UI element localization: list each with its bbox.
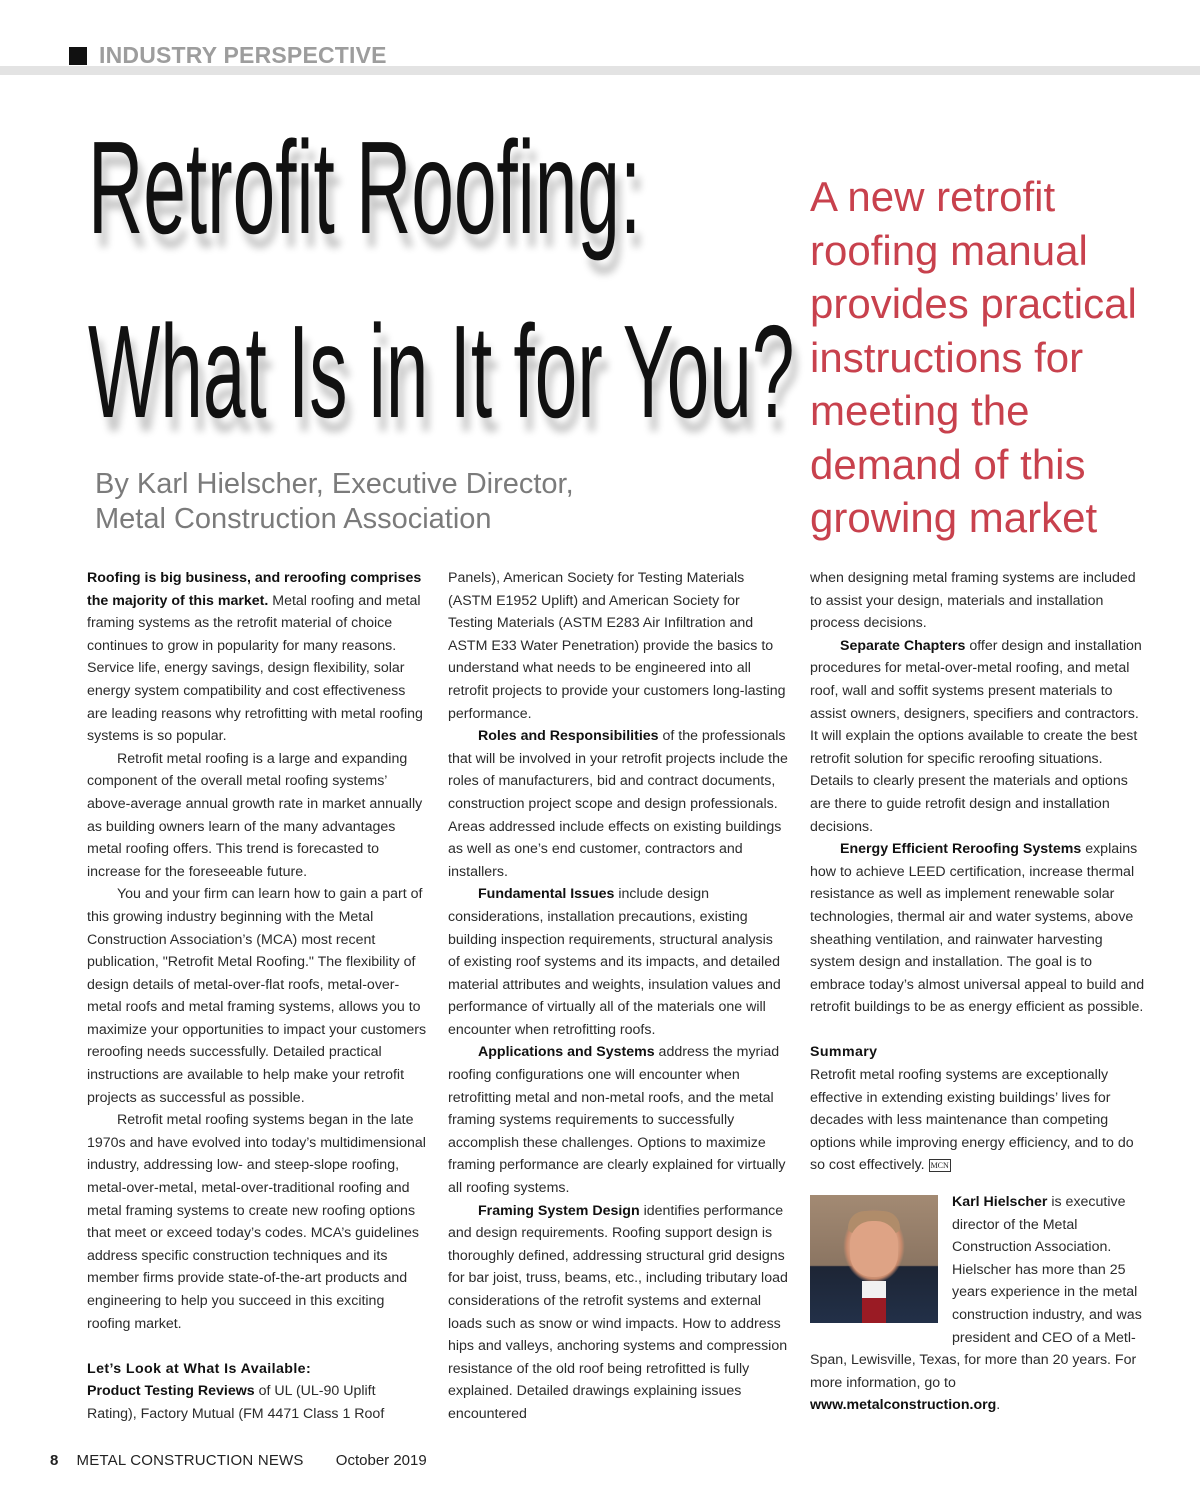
body-column-1 bbox=[87, 567, 427, 1426]
summary-heading: Summary bbox=[810, 1044, 878, 1061]
deck-line: provides practical bbox=[810, 280, 1137, 327]
paragraph-text: Metal roofing and metal framing systems as the retrofit material of choice continues to grow in popularity for many reasons. Service life, energy savings, design flexibility, solar energy system compatibility and cost effectiveness are leading reasons why retrofitting with metal roofing systems is so popular. bbox=[87, 592, 423, 745]
paragraph bbox=[448, 883, 788, 1041]
paragraph-text: of UL (UL-90 Uplift Rating), Factory Mutual (FM 4471 Class 1 Roof bbox=[87, 1383, 385, 1422]
issue-date: October 2019 bbox=[335, 1452, 427, 1469]
paragraph-text: offer design and installation procedures for metal-over-metal roofing, and metal roof, wall and soffit systems present materials to assist owners, designers, specifiers and contractors. It will explain the options available to create the best retrofit solution for specific reroofing situations. Details to clearly present the materials and options are there to guide retrofit design and installation decisions. bbox=[810, 637, 1142, 835]
page-number: 8 bbox=[50, 1452, 59, 1469]
section-square-icon bbox=[69, 47, 87, 65]
publication-name: METAL CONSTRUCTION NEWS bbox=[76, 1452, 304, 1469]
paragraph-text: . bbox=[996, 1397, 1001, 1414]
lead-in-bold: Roofing is big business, and reroofing comprises the majority of this market. bbox=[87, 570, 422, 609]
deck-line: meeting the bbox=[810, 387, 1030, 434]
topic-bold: Framing System Design bbox=[478, 1202, 640, 1219]
page-footer bbox=[50, 1452, 427, 1469]
paragraph-text: is executive director of the Metal Construction Association. Hielscher has more than 25 years experience in the metal construction industry, and was president and CEO of a Metl-Span, Lewisville, Texas, for more than 20 years. For more information, go to bbox=[810, 1194, 1142, 1391]
paragraph-text: address the myriad roofing configurations one will encounter when retrofitting metal and non-metal roofs, and the metal framing systems requirements to successfully accomplish these challenges. Options to maximize framing performance are clearly explained for virtually all roofing systems. bbox=[448, 1044, 786, 1197]
paragraph bbox=[448, 725, 788, 883]
topic-bold: Applications and Systems bbox=[478, 1044, 655, 1061]
byline-line-1: By Karl Hielscher, Executive Director, bbox=[95, 468, 574, 500]
paragraph-text: identifies performance and design requirements. Roofing support design is thoroughly defined, addressing structural grid designs for bar joist, truss, beams, etc., including tributary load considerations of the retrofit systems and external loads such as snow or wind impacts. How to address hips and valleys, anchoring systems and compression resistance of the old roof being retrofitted is fully explained. Detailed drawings explaining issues encountered bbox=[448, 1202, 788, 1422]
headline-line-2: What Is in It for You? bbox=[88, 298, 795, 445]
topic-bold: Fundamental Issues bbox=[478, 886, 615, 903]
paragraph bbox=[448, 1041, 788, 1199]
paragraph: You and your firm can learn how to gain a part of this growing industry beginning with the Metal Construction Association’s (MCA) most recent publication, "Retrofit Metal Roofing." The flexibility of design details of metal-over-flat roofs, metal-over-metal roofs and metal framing systems, allows you to maximize your opportunities to impact your customers reroofing needs successfully. Detailed practical instructions are available to help make your retrofit projects as successful as possible. bbox=[87, 886, 427, 1106]
author-name: Karl Hielscher bbox=[952, 1194, 1048, 1211]
byline bbox=[95, 467, 574, 537]
deck-line: instructions for bbox=[810, 333, 1084, 381]
paragraph bbox=[87, 567, 427, 748]
website-link[interactable]: www.metalconstruction.org bbox=[810, 1397, 997, 1414]
paragraph: when designing metal framing systems are included to assist your design, materials and installation process decisions. bbox=[810, 570, 1136, 632]
headline-line-1: Retrofit Roofing: bbox=[88, 114, 642, 261]
topic-bold: Product Testing Reviews bbox=[87, 1383, 255, 1400]
byline-line-2: Metal Construction Association bbox=[95, 503, 492, 535]
paragraph bbox=[810, 838, 1145, 1019]
paragraph: Retrofit metal roofing systems began in the late 1970s and have evolved into today’s multidimensional industry, addressing low- and steep-slope roofing, metal-over-metal, metal-over-traditional roofing and metal framing systems to create new roofing options that meet or exceed today’s codes. MCA’s guidelines address specific construction techniques and its member firms provide state-of-the-art products and engineering to help you succeed in this exciting roofing market. bbox=[87, 1112, 426, 1332]
topic-bold: Roles and Responsibilities bbox=[478, 728, 659, 745]
paragraph-text: of the professionals that will be involved in your retrofit projects include the roles of manufacturers, bid and contract documents, construction project scope and design professionals. Areas addressed include effects on existing buildings as well as one’s end customer, contractors and installers. bbox=[448, 728, 788, 880]
body-column-3 bbox=[810, 567, 1145, 1417]
deck-subtitle bbox=[810, 170, 1180, 545]
paragraph-text: include design considerations, installation precautions, existing building inspection requirements, structural analysis of existing roof systems and its impacts, and detailed material attributes and weights, insulation values and performance of virtually all of the materials one will encounter when retrofitting roofs. bbox=[448, 886, 781, 1038]
paragraph bbox=[448, 1200, 788, 1426]
deck-line: growing market bbox=[810, 494, 1098, 541]
subhead: Let’s Look at What Is Available: bbox=[87, 1360, 312, 1377]
deck-line: demand of this bbox=[810, 440, 1086, 488]
body-column-2 bbox=[448, 567, 788, 1426]
topic-bold: Separate Chapters bbox=[840, 637, 966, 654]
paragraph-text: explains how to achieve LEED certification, increase thermal resistance as well as implement renewable solar technologies, thermal air and water systems, above sheathing ventilation, and rainwater harvesting system design and installation. The goal is to embrace today’s almost universal appeal to build and retrofit buildings to be as energy efficient as possible. bbox=[810, 841, 1145, 1016]
end-mark-icon: MCN bbox=[930, 1161, 949, 1171]
deck-line: A new retrofit bbox=[810, 173, 1056, 220]
summary-paragraph bbox=[810, 1064, 1145, 1177]
paragraph-text: Retrofit metal roofing systems are exceptionally effective in extending existing buildings’ lives for decades with less maintenance than competing options while improving energy efficiency, and to do so cost effectively. bbox=[810, 1067, 1134, 1174]
paragraph bbox=[810, 635, 1145, 838]
section-label: INDUSTRY PERSPECTIVE bbox=[99, 42, 387, 68]
author-photo bbox=[810, 1195, 938, 1323]
deck-line: roofing manual bbox=[810, 226, 1088, 274]
paragraph: Retrofit metal roofing is a large and expanding component of the overall metal roofing systems’ above-average annual growth rate in market annually as building owners learn of the many advantages metal roofing offers. This trend is forecasted to increase for the foreseeable future. bbox=[87, 750, 423, 880]
author-bio bbox=[810, 1191, 1145, 1417]
paragraph: Panels), American Society for Testing Materials (ASTM E1952 Uplift) and American Society for Testing Materials (ASTM E283 Air Infiltration and ASTM E33 Water Penetration) provide the basics to understand what needs to be engineered into all retrofit projects to provide your customers long-lasting performance. bbox=[448, 570, 786, 722]
paragraph bbox=[87, 1380, 427, 1425]
article-headline bbox=[88, 96, 794, 464]
topic-bold: Energy Efficient Reroofing Systems bbox=[840, 841, 1082, 858]
